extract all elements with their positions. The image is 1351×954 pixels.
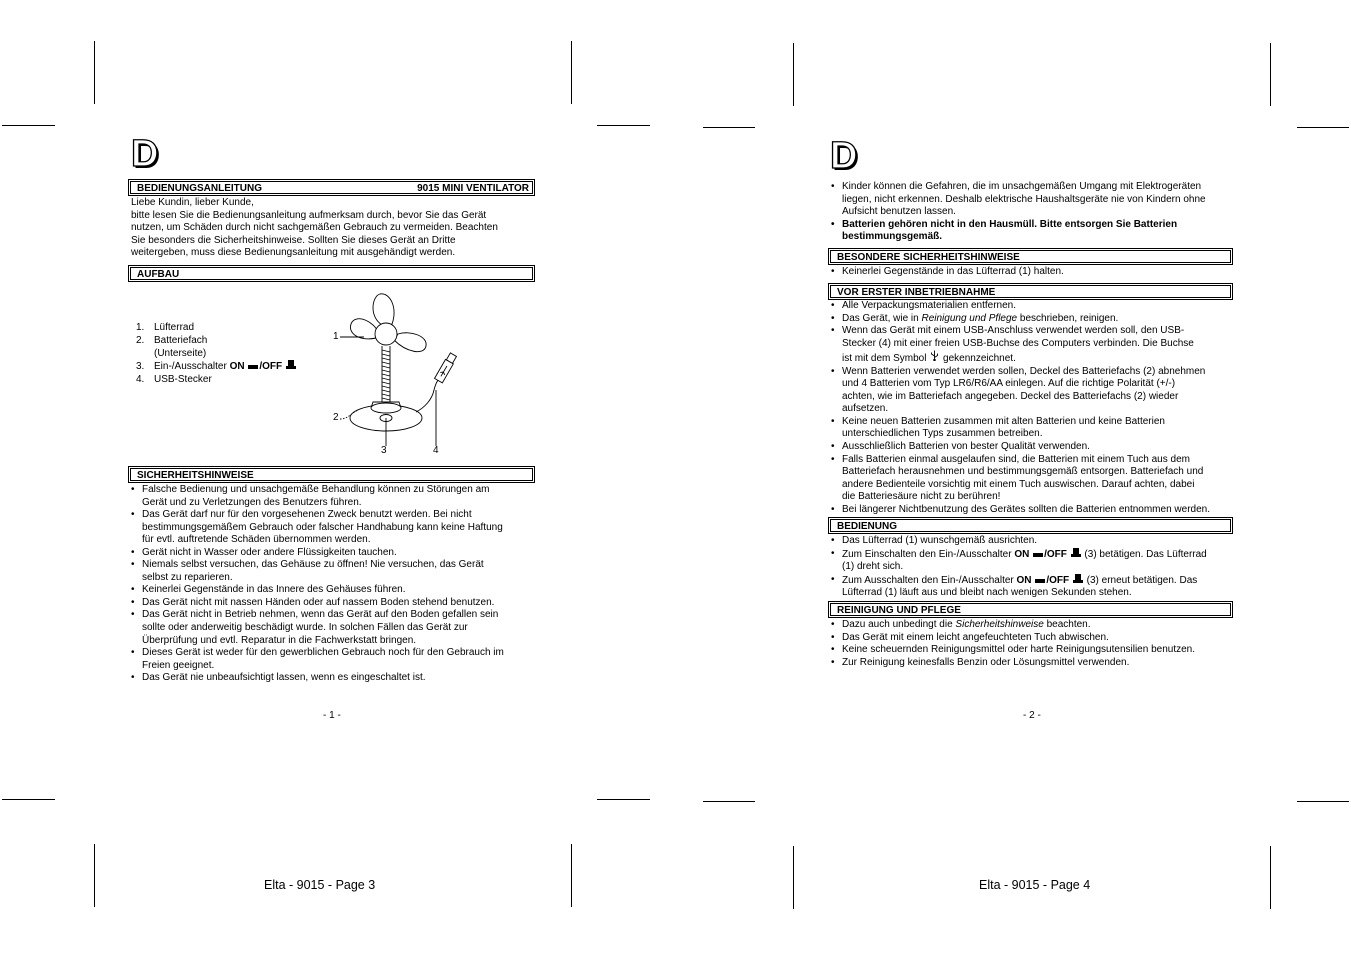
list-item: • Falsche Bedienung und unsachgemäße Behandlung können zu Störungen am Gerät und zu Verletzungen des Benutzers führen.	[130, 484, 550, 509]
section-bedienung	[828, 517, 1233, 534]
list-item: • Alle Verpackungsmaterialien entfernen.	[830, 300, 1250, 313]
list-item: 2. Batteriefach	[136, 335, 208, 346]
usb-symbol-icon	[930, 350, 939, 361]
list-item: • Keinerlei Gegenstände in das Innere des Gehäuses führen.	[130, 584, 550, 597]
list-item: • Batterien gehören nicht in den Hausmüll. Bitte entsorgen Sie Batterien bestimmungsgemäß.	[830, 219, 1250, 244]
list-item: • Das Gerät darf nur für den vorgesehenen Zweck benutzt werden. Bei nicht bestimmungsgemäßem Gebrauch oder falscher Handhabung kann keine Haftung für evtl. auftretende Schäden übernommen werden.	[130, 509, 550, 547]
page-number: - 2 -	[1023, 710, 1041, 721]
page-footer: Elta - 9015 - Page 4	[979, 878, 1091, 892]
callout-4: 4	[433, 445, 439, 456]
top-bullets	[830, 181, 1250, 244]
list-item: • Zum Ausschalten den Ein-/Ausschalter ON /OFF (3) erneut betätigen. Das Lüfterrad (1) läuft aus und bleibt nach wenigen Sekunden stehen.	[830, 574, 1250, 600]
list-item: • Keine scheuernden Reinigungsmittel oder harte Reinigungsutensilien benutzen.	[830, 644, 1250, 657]
callout-2: 2	[333, 412, 339, 423]
switch-off-icon	[1071, 548, 1081, 557]
list-item: • Das Gerät nicht mit nassen Händen oder auf nassem Boden stehend benutzen.	[130, 597, 550, 610]
list-item: • Wenn das Gerät mit einem USB-Anschluss verwendet werden soll, den USB- Stecker (4) mit einer freien USB-Buchse des Computers verbinden. Die Buchse ist mit dem Symbol gekennzeichnet.	[830, 325, 1250, 366]
operation-list	[830, 535, 1250, 600]
switch-on-icon	[248, 361, 258, 369]
language-letter: D	[830, 135, 858, 177]
list-item: • Niemals selbst versuchen, das Gehäuse zu öffnen! Nie versuchen, das Gerät selbst zu reparieren.	[130, 559, 550, 584]
section-title: AUFBAU	[137, 269, 180, 280]
list-item: • Das Gerät nicht in Betrieb nehmen, wenn das Gerät auf den Boden gefallen sein sollte oder anderweitig beschädigt wurde. In solchen Fällen das Gerät zur Überprüfung und evtl. Reparatur in die Fachwerkstatt bringen.	[130, 609, 550, 647]
list-item: • Ausschließlich Batterien von bester Qualität verwenden.	[830, 441, 1250, 454]
header-title: BEDIENUNGSANLEITUNG	[137, 183, 263, 194]
section-title: BEDIENUNG	[837, 521, 898, 532]
list-item: • Das Lüfterrad (1) wunschgemäß ausrichten.	[830, 535, 1250, 548]
header-bar	[128, 179, 535, 196]
section-sicherheitshinweise	[128, 466, 535, 483]
special-list	[830, 266, 1250, 279]
section-title: SICHERHEITSHINWEISE	[137, 470, 254, 481]
list-item: • Gerät nicht in Wasser oder andere Flüssigkeiten tauchen.	[130, 547, 550, 560]
parts-list	[136, 321, 326, 386]
list-item: • Keine neuen Batterien zusammen mit alten Batterien und keine Batterien unterschiedlichen Typs zusammen betreiben.	[830, 416, 1250, 441]
fan-illustration	[328, 290, 463, 458]
page-footer: Elta - 9015 - Page 3	[264, 878, 376, 892]
switch-on-icon	[1033, 549, 1043, 557]
list-item: • Das Gerät, wie in Reinigung und Pflege beschrieben, reinigen.	[830, 313, 1250, 326]
section-vor-erster-inbetriebnahme	[828, 283, 1233, 300]
callout-1: 1	[333, 331, 339, 342]
list-item: • Kinder können die Gefahren, die im unsachgemäßen Umgang mit Elektrogeräten liegen, nicht erkennen. Deshalb elektrische Haushaltsgeräte nie von Kindern ohne Aufsicht benutzen lassen.	[830, 181, 1250, 219]
switch-off-icon	[286, 360, 296, 369]
language-letter: D	[131, 133, 159, 175]
page-number: - 1 -	[323, 710, 341, 721]
list-item: • Zum Einschalten den Ein-/Ausschalter ON /OFF (3) betätigen. Das Lüfterrad (1) dreht sich.	[830, 548, 1250, 574]
callout-3: 3	[381, 445, 387, 456]
list-item: 4. USB-Stecker	[136, 374, 212, 385]
list-item: • Das Gerät nie unbeaufsichtigt lassen, wenn es eingeschaltet ist.	[130, 672, 550, 685]
cleaning-list	[830, 619, 1250, 669]
list-item: • Das Gerät mit einem leicht angefeuchteten Tuch abwischen.	[830, 632, 1250, 645]
list-item: • Dieses Gerät ist weder für den gewerblichen Gebrauch noch für den Gebrauch im Freien geeignet.	[130, 647, 550, 672]
list-item: (Unterseite)	[154, 348, 207, 359]
section-reinigung-und-pflege	[828, 601, 1233, 618]
list-item: • Bei längerer Nichtbenutzung des Gerätes sollten die Batterien entnommen werden.	[830, 504, 1250, 517]
first-use-list	[830, 300, 1250, 516]
list-item: 1. Lüfterrad	[136, 322, 195, 333]
list-item: • Keinerlei Gegenstände in das Lüfterrad (1) halten.	[830, 266, 1250, 279]
section-aufbau	[128, 265, 535, 282]
list-item: • Zur Reinigung keinesfalls Benzin oder Lösungsmittel verwenden.	[830, 657, 1250, 670]
section-title: VOR ERSTER INBETRIEBNAHME	[837, 287, 996, 298]
section-title: REINIGUNG UND PFLEGE	[837, 605, 961, 616]
list-item: • Dazu auch unbedingt die Sicherheitshinweise beachten.	[830, 619, 1250, 632]
safety-list	[130, 484, 550, 685]
section-besondere-sicherheitshinweise	[828, 248, 1233, 265]
switch-off-icon	[1073, 574, 1083, 583]
switch-on-icon	[1035, 575, 1045, 583]
intro-text: Liebe Kundin, lieber Kunde, bitte lesen Sie die Bedienungsanleitung aufmerksam durch, bevor Sie das Gerät nutzen, um Schäden durch nicht sachgemäßen Gebrauch zu vermeiden. Beachten Sie besonders die Sicherheitshinweise. Sollten Sie dieses Gerät an Dritte weitergeben, muss diese Bedienungsanleitung mit ausgehändigt werden.	[131, 197, 498, 259]
section-title: BESONDERE SICHERHEITSHINWEISE	[837, 252, 1020, 263]
header-model: 9015 MINI VENTILATOR	[417, 183, 529, 194]
list-item: • Wenn Batterien verwendet werden sollen, Deckel des Batteriefachs (2) abnehmen und 4 Batterien vom Typ LR6/R6/AA einlegen. Auf die richtige Polarität (+/-) achten, wie im Batteriefach angegeben. Deckel des Batteriefachs (2) wieder aufsetzen.	[830, 366, 1250, 416]
list-item: 3. Ein-/Ausschalter ON /OFF	[136, 360, 326, 373]
list-item: • Falls Batterien einmal ausgelaufen sind, die Batterien mit einem Tuch aus dem Batteriefach herausnehmen und bestimmungsgemäß entsorgen. Batteriefach und andere Bedienteile vorsichtig mit einem Tuch auswischen. Darauf achten, dabei die Batteriesäure nicht zu berühren!	[830, 454, 1250, 504]
